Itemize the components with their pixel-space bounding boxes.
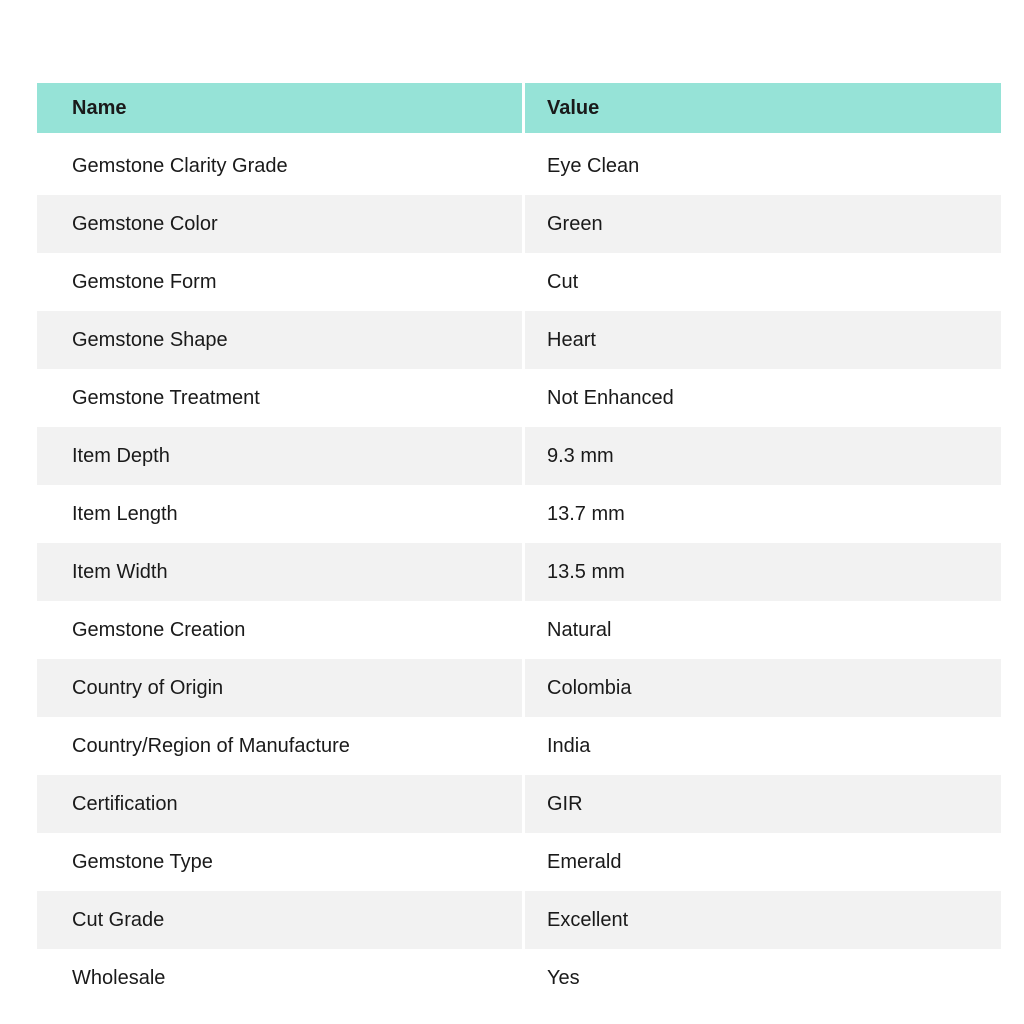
table-row [37, 717, 1001, 775]
spec-name-cell: Country of Origin [37, 659, 522, 717]
spec-value-cell: Heart [522, 311, 1001, 369]
spec-value-cell: Not Enhanced [522, 369, 1001, 427]
spec-value-cell: Excellent [522, 891, 1001, 949]
spec-name-cell: Item Width [37, 543, 522, 601]
spec-name-cell: Gemstone Color [37, 195, 522, 253]
spec-value-cell: Cut [522, 253, 1001, 311]
spec-value-cell: Green [522, 195, 1001, 253]
table-row [37, 775, 1001, 833]
table-row [37, 659, 1001, 717]
spec-name-cell: Cut Grade [37, 891, 522, 949]
spec-name-cell: Certification [37, 775, 522, 833]
spec-name-cell: Gemstone Form [72, 270, 217, 293]
spec-name-cell: Gemstone Shape [37, 311, 522, 369]
spec-name-cell: Gemstone Treatment [72, 386, 260, 409]
spec-value-cell: Emerald [522, 833, 1001, 891]
table-row [37, 195, 1001, 253]
table-row [37, 601, 1001, 659]
table-row [37, 891, 1001, 949]
column-header-name: Name [37, 83, 522, 133]
spec-name-cell: Wholesale [72, 966, 166, 989]
spec-value-cell: 13.5 mm [522, 543, 1001, 601]
table-body [37, 137, 1001, 1007]
spec-value-cell: 9.3 mm [522, 427, 1001, 485]
spec-value-cell: India [522, 717, 1001, 775]
table-header-row [37, 83, 1001, 133]
table-row [37, 311, 1001, 369]
spec-name-cell: Item Length [72, 502, 178, 525]
spec-name-cell: Country/Region of Manufacture [72, 734, 350, 757]
column-header-value: Value [522, 83, 1001, 133]
spec-value-cell: Eye Clean [522, 137, 1001, 195]
spec-value-cell: Yes [522, 949, 1001, 1007]
table-row [37, 833, 1001, 891]
spec-value-cell: Natural [522, 601, 1001, 659]
spec-value-cell: 13.7 mm [522, 485, 1001, 543]
item-specifics-table [37, 83, 1001, 1007]
spec-value-cell: Colombia [522, 659, 1001, 717]
spec-value-cell: GIR [522, 775, 1001, 833]
spec-name-cell: Gemstone Type [72, 850, 213, 873]
table-row [37, 369, 1001, 427]
table-row [37, 253, 1001, 311]
table-row [37, 427, 1001, 485]
table-row [37, 485, 1001, 543]
table-row [37, 949, 1001, 1007]
table-row [37, 543, 1001, 601]
table-row [37, 137, 1001, 195]
spec-name-cell: Item Depth [37, 427, 522, 485]
spec-name-cell: Gemstone Creation [72, 618, 246, 641]
spec-name-cell: Gemstone Clarity Grade [72, 154, 288, 177]
